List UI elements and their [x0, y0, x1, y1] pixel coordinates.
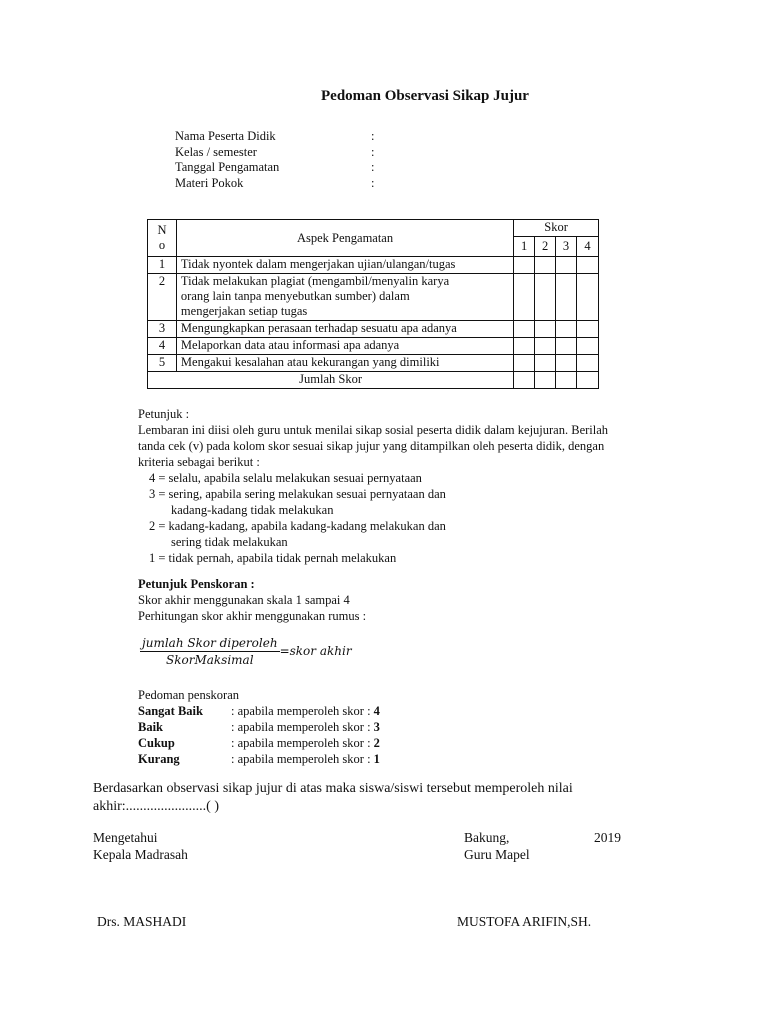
guide-label: Baik [138, 720, 164, 734]
observation-table [147, 219, 599, 389]
aspect-line: Tidak nyontek dalam mengerjakan ujian/ulangan/tugas [180, 257, 456, 271]
table-row [148, 321, 599, 338]
info-label: Tanggal Pengamatan [175, 160, 280, 174]
score-cell[interactable] [556, 338, 577, 355]
score-cell[interactable] [556, 355, 577, 372]
score-cell[interactable] [535, 372, 556, 389]
score-cell[interactable] [577, 355, 599, 372]
table-row [148, 338, 599, 355]
total-row [148, 372, 599, 389]
instructions-line: tanda cek (v) pada kolom skor sesuai sikap jujur yang ditampilkan oleh peserta didik, dengan [138, 439, 605, 453]
sig-right-name: MUSTOFA ARIFIN,SH. [457, 914, 592, 929]
row-aspect [176, 274, 513, 321]
instructions-line: Lembaran ini diisi oleh guru untuk menilai sikap sosial peserta didik dalam kejujuran. Berilah [138, 423, 609, 437]
score-cell[interactable] [514, 355, 535, 372]
criteria-line: 3 = sering, apabila sering melakukan sesuai pernyataan dan [149, 487, 446, 501]
criteria-line: 4 = selalu, apabila selalu melakukan sesuai pernyataan [149, 471, 422, 485]
score-cell[interactable] [514, 338, 535, 355]
criteria-line: kadang-kadang tidak melakukan [171, 503, 334, 517]
no-header [148, 220, 177, 257]
score-cell[interactable] [535, 257, 556, 274]
guide-score: 1 [373, 752, 380, 766]
table-row [148, 257, 599, 274]
scoring-line: Skor akhir menggunakan skala 1 sampai 4 [138, 593, 350, 607]
criteria-line: 1 = tidak pernah, apabila tidak pernah melakukan [149, 551, 397, 565]
score-col-4: 4 [577, 237, 599, 257]
guide-desc [231, 719, 380, 735]
instructions [138, 406, 678, 566]
score-cell[interactable] [577, 338, 599, 355]
row-aspect [176, 355, 513, 372]
formula-numerator: jumlah Skor diperoleh [142, 636, 278, 650]
guide-score: 2 [373, 736, 380, 750]
row-aspect [176, 321, 513, 338]
row-no: 2 [148, 274, 177, 321]
scoring-guide [138, 687, 438, 767]
guide-desc [231, 703, 380, 719]
info-colon: : [371, 160, 375, 174]
guide-desc-text: : apabila memperoleh skor : [231, 752, 374, 766]
guide-row [138, 751, 438, 767]
row-no: 4 [148, 338, 177, 355]
guide-score: 3 [373, 720, 380, 734]
score-cell[interactable] [556, 274, 577, 321]
formula-result: =skor akhir [279, 644, 352, 658]
aspect-line: mengerjakan setiap tugas [180, 304, 308, 318]
score-formula [140, 636, 352, 667]
score-col-3: 3 [556, 237, 577, 257]
info-label: Kelas / semester [175, 144, 257, 159]
score-col-2: 2 [535, 237, 556, 257]
score-cell[interactable] [514, 257, 535, 274]
info-label: Nama Peserta Didik [175, 129, 276, 143]
no-header-n: N [157, 223, 167, 237]
guide-label: Kurang [138, 752, 180, 766]
scoring-line: Perhitungan skor akhir menggunakan rumus : [138, 609, 367, 623]
conclusion-line: akhir:.......................( ) [93, 799, 219, 814]
sig-place-date [464, 829, 634, 846]
score-cell[interactable] [556, 321, 577, 338]
table-row [148, 274, 599, 321]
info-colon: : [371, 144, 375, 159]
total-label: Jumlah Skor [148, 372, 514, 389]
table-row [148, 355, 599, 372]
info-row [175, 144, 435, 160]
guide-score: 4 [373, 704, 380, 718]
score-cell[interactable] [577, 274, 599, 321]
guide-desc [231, 751, 380, 767]
signature-left [93, 829, 188, 863]
guide-row [138, 735, 438, 751]
guide-row [138, 719, 438, 735]
no-header-o: o [158, 238, 166, 252]
sig-right-role: Guru Mapel [464, 847, 530, 862]
aspect-line: Mengakui kesalahan atau kekurangan yang dimiliki [180, 355, 440, 369]
guide-desc-text: : apabila memperoleh skor : [231, 720, 374, 734]
guide-desc-text: : apabila memperoleh skor : [231, 736, 374, 750]
row-aspect [176, 257, 513, 274]
info-label: Materi Pokok [175, 175, 244, 190]
score-cell[interactable] [535, 321, 556, 338]
sig-year: 2019 [594, 830, 621, 845]
conclusion [93, 780, 653, 816]
criteria-line: 2 = kadang-kadang, apabila kadang-kadang melakukan dan [149, 519, 446, 533]
formula-denominator: SkorMaksimal [166, 653, 254, 667]
info-row [175, 175, 435, 191]
scoring-instructions [138, 576, 678, 624]
sig-place: Bakung, [464, 830, 510, 845]
info-colon: : [371, 129, 375, 143]
score-cell[interactable] [556, 257, 577, 274]
guide-row [138, 703, 438, 719]
score-header: Skor [514, 220, 599, 237]
scoring-guide-heading: Pedoman penskoran [138, 688, 240, 702]
guide-label: Sangat Baik [138, 704, 203, 718]
score-cell[interactable] [577, 321, 599, 338]
aspect-line: Tidak melakukan plagiat (mengambil/menyalin karya [180, 274, 450, 288]
scoring-heading: Petunjuk Penskoran : [138, 577, 255, 591]
sig-left-role: Kepala Madrasah [93, 847, 188, 862]
score-cell[interactable] [514, 321, 535, 338]
score-cell[interactable] [514, 372, 535, 389]
aspect-header: Aspek Pengamatan [176, 220, 513, 257]
score-cell[interactable] [556, 372, 577, 389]
aspect-line: Mengungkapkan perasaan terhadap sesuatu apa adanya [180, 321, 457, 335]
sig-left-name: Drs. MASHADI [97, 914, 187, 929]
info-row [175, 128, 435, 144]
page-title: Pedoman Observasi Sikap Jujur [321, 88, 529, 104]
score-cell[interactable] [535, 338, 556, 355]
instructions-heading: Petunjuk : [138, 407, 190, 421]
row-aspect [176, 338, 513, 355]
criteria-line: sering tidak melakukan [171, 535, 288, 549]
row-no: 1 [148, 257, 177, 274]
aspect-line: Melaporkan data atau informasi apa adanya [180, 338, 400, 352]
instructions-line: kriteria sebagai berikut : [138, 455, 260, 469]
score-cell[interactable] [535, 274, 556, 321]
sig-left-title: Mengetahui [93, 830, 158, 845]
conclusion-line: Berdasarkan observasi sikap jujur di atas maka siswa/siswi tersebut memperoleh nilai [93, 781, 573, 796]
score-cell[interactable] [577, 372, 599, 389]
student-info [175, 128, 435, 190]
signature-right [464, 829, 634, 863]
score-col-1: 1 [514, 237, 535, 257]
row-no: 5 [148, 355, 177, 372]
score-cell[interactable] [514, 274, 535, 321]
row-no: 3 [148, 321, 177, 338]
info-row [175, 159, 435, 175]
info-colon: : [371, 175, 375, 190]
score-cell[interactable] [577, 257, 599, 274]
guide-label: Cukup [138, 736, 175, 750]
score-cell[interactable] [535, 355, 556, 372]
formula-fraction [140, 636, 280, 667]
aspect-line: orang lain tanpa menyebutkan sumber) dalam [180, 289, 410, 303]
guide-desc [231, 735, 380, 751]
guide-desc-text: : apabila memperoleh skor : [231, 704, 374, 718]
